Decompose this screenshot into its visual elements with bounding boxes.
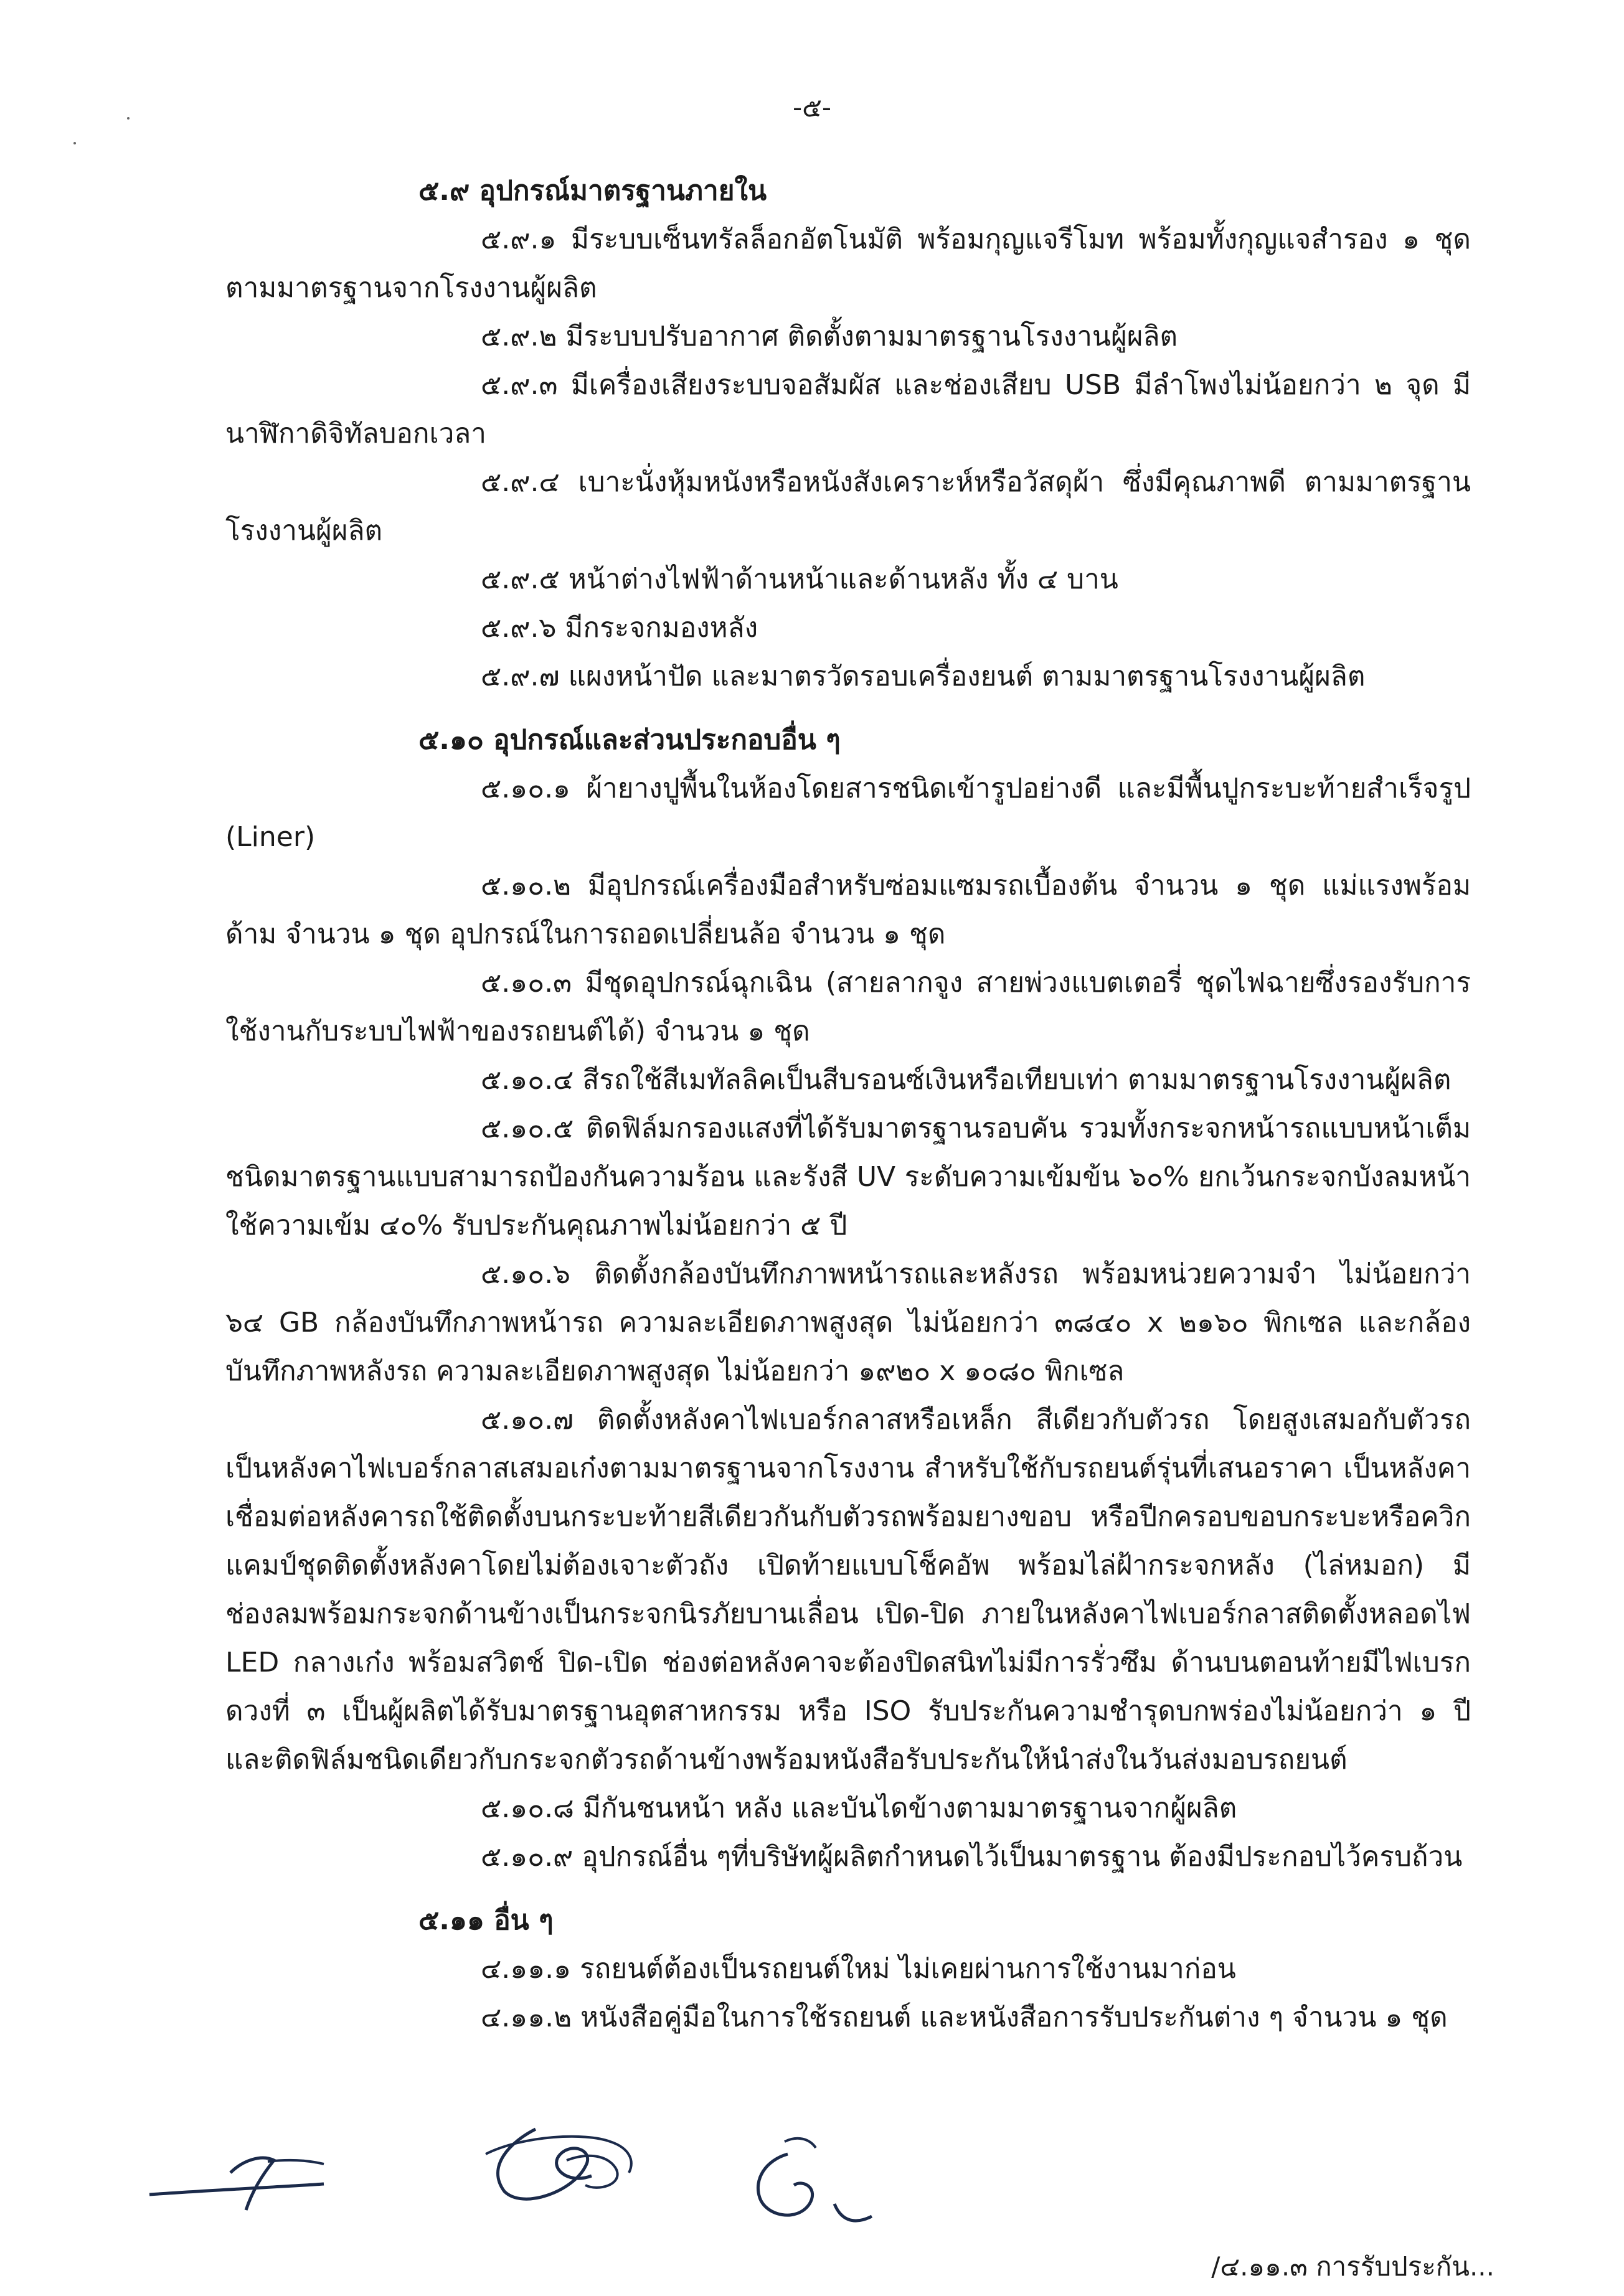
section-item: ๔.๑๑.๒ หนังสือคู่มือในการใช้รถยนต์ และหนังสือการรับประกันต่าง ๆ จำนวน ๑ ชุด xyxy=(481,2002,1448,2033)
section-item: ๕.๑๐.๘ มีกันชนหน้า หลัง และบันไดข้างตามมาตรฐานจากผู้ผลิต xyxy=(481,1792,1237,1824)
signatures-image xyxy=(137,2117,1009,2279)
section-item: ๕.๑๐.๒ มีอุปกรณ์เครื่องมือสำหรับซ่อมแซมรถเบื้องต้น จำนวน ๑ ชุด แม่แรงพร้อมด้าม จำนวน ๑ ชุด อุปกรณ์ในการถอดเปลี่ยนล้อ จำนวน ๑ ชุด xyxy=(225,870,1471,950)
section-item: ๕.๙.๖ มีกระจกมองหลัง xyxy=(481,612,758,644)
continuation-note: /๔.๑๑.๓ การรับประกัน... xyxy=(1211,2251,1494,2282)
section-item: ๕.๙.๒ มีระบบปรับอากาศ ติดตั้งตามมาตรฐานโรงงานผู้ผลิต xyxy=(481,321,1178,352)
section-item: ๔.๑๑.๑ รถยนต์ต้องเป็นรถยนต์ใหม่ ไม่เคยผ่านการใช้งานมาก่อน xyxy=(481,1953,1236,1985)
section-item: ๕.๙.๕ หน้าต่างไฟฟ้าด้านหน้าและด้านหลัง ทั้ง ๔ บาน xyxy=(481,563,1118,595)
section-item: ๕.๑๐.๕ ติดฟิล์มกรองแสงที่ได้รับมาตรฐานรอบคัน รวมทั้งกระจกหน้ารถแบบหน้าเต็มชนิดมาตรฐานแบบสามารถป้องกันความร้อน และรังสี UV ระดับความเข้มข้น ๖๐% ยกเว้นกระจกบังลมหน้าใช้ความเข้ม ๔๐% รับประกันคุณภาพไม่น้อยกว่า ๕ ปี xyxy=(225,1113,1471,1241)
section-heading: ๕.๑๑ อื่น ๆ xyxy=(418,1904,554,1936)
signature-area xyxy=(137,2117,1009,2279)
section-item: ๕.๑๐.๑ ผ้ายางปูพื้นในห้องโดยสารชนิดเข้ารูปอย่างดี และมีพื้นปูกระบะท้ายสำเร็จรูป (Liner) xyxy=(225,773,1471,853)
section-item: ๕.๙.๑ มีระบบเซ็นทรัลล็อกอัตโนมัติ พร้อมกุญแจรีโมท พร้อมทั้งกุญแจสำรอง ๑ ชุด ตามมาตรฐานจากโรงงานผู้ผลิต xyxy=(225,223,1471,304)
section-item: ๕.๑๐.๙ อุปกรณ์อื่น ๆที่บริษัทผู้ผลิตกำหนดไว้เป็นมาตรฐาน ต้องมีประกอบไว้ครบถ้วน xyxy=(481,1841,1463,1873)
section-heading: ๕.๙ อุปกรณ์มาตรฐานภายใน xyxy=(418,175,767,207)
section-item: ๕.๙.๓ มีเครื่องเสียงระบบจอสัมผัส และช่องเสียบ USB มีลำโพงไม่น้อยกว่า ๒ จุด มีนาฬิกาดิจิทัลบอกเวลา xyxy=(225,369,1471,449)
section-item: ๕.๑๐.๓ มีชุดอุปกรณ์ฉุกเฉิน (สายลากจูง สายพ่วงแบตเตอรี่ ชุดไฟฉายซึ่งรองรับการใช้งานกับระบบไฟฟ้าของรถยนต์ได้) จำนวน ๑ ชุด xyxy=(225,967,1471,1047)
section-item: ๕.๑๐.๗ ติดตั้งหลังคาไฟเบอร์กลาสหรือเหล็ก สีเดียวกับตัวรถ โดยสูงเสมอกับตัวรถ เป็นหลังคาไฟเบอร์กลาสเสมอเก๋งตามมาตรฐานจากโรงงาน สำหรับใช้กับรถยนต์รุ่นที่เสนอราคา เป็นหลังคาเชื่อมต่อหลังคารถใช้ติดตั้งบนกระบะท้ายสีเดียวกันกับตัวรถพร้อมยางขอบ หรือปีกครอบขอบกระบะหรือควิกแคมป์ชุดติดตั้งหลังคาโดยไม่ต้องเจาะตัวถัง เปิดท้ายแบบโช็คอัพ พร้อมไล่ฝ้ากระจกหลัง (ไล่หมอก) มีช่องลมพร้อมกระจกด้านข้างเป็นกระจกนิรภัยบานเลื่อน เปิด-ปิด ภายในหลังคาไฟเบอร์กลาสติดตั้งหลอดไฟ LED กลางเก๋ง พร้อมสวิตช์ ปิด-เปิด ช่องต่อหลังคาจะต้องปิดสนิทไม่มีการรั่วซึม ด้านบนตอนท้ายมีไฟเบรกดวงที่ ๓ เป็นผู้ผลิตได้รับมาตรฐานอุตสาหกรรม หรือ ISO รับประกันความชำรุดบกพร่องไม่น้อยกว่า ๑ ปี และติดฟิล์มชนิดเดียวกับกระจกตัวรถด้านข้างพร้อมหนังสือรับประกันให้นำส่งในวันส่งมอบรถยนต์ xyxy=(225,1404,1471,1776)
section-item: ๕.๑๐.๖ ติดตั้งกล้องบันทึกภาพหน้ารถและหลังรถ พร้อมหน่วยความจำ ไม่น้อยกว่า ๖๔ GB กล้องบันทึกภาพหน้ารถ ความละเอียดภาพสูงสุด ไม่น้อยกว่า ๓๘๔๐ x ๒๑๖๐ พิกเซล และกล้องบันทึกภาพหลังรถ ความละเอียดภาพสูงสุด ไม่น้อยกว่า ๑๙๒๐ x ๑๐๘๐ พิกเซล xyxy=(225,1258,1471,1387)
scan-speck xyxy=(73,142,76,144)
document-body xyxy=(225,167,1471,2042)
section-item: ๕.๙.๗ แผงหน้าปัด และมาตรวัดรอบเครื่องยนต์ ตามมาตรฐานโรงงานผู้ผลิต xyxy=(481,661,1366,692)
section-item: ๕.๙.๔ เบาะนั่งหุ้มหนังหรือหนังสังเคราะห์หรือวัสดุผ้า ซึ่งมีคุณภาพดี ตามมาตรฐานโรงงานผู้ผลิต xyxy=(225,466,1471,547)
section-heading: ๕.๑๐ อุปกรณ์และส่วนประกอบอื่น ๆ xyxy=(418,724,841,756)
section-item: ๕.๑๐.๔ สีรถใช้สีเมทัลลิคเป็นสีบรอนซ์เงินหรือเทียบเท่า ตามมาตรฐานโรงงานผู้ผลิต xyxy=(481,1064,1452,1096)
page-number: -๕- xyxy=(792,92,832,123)
